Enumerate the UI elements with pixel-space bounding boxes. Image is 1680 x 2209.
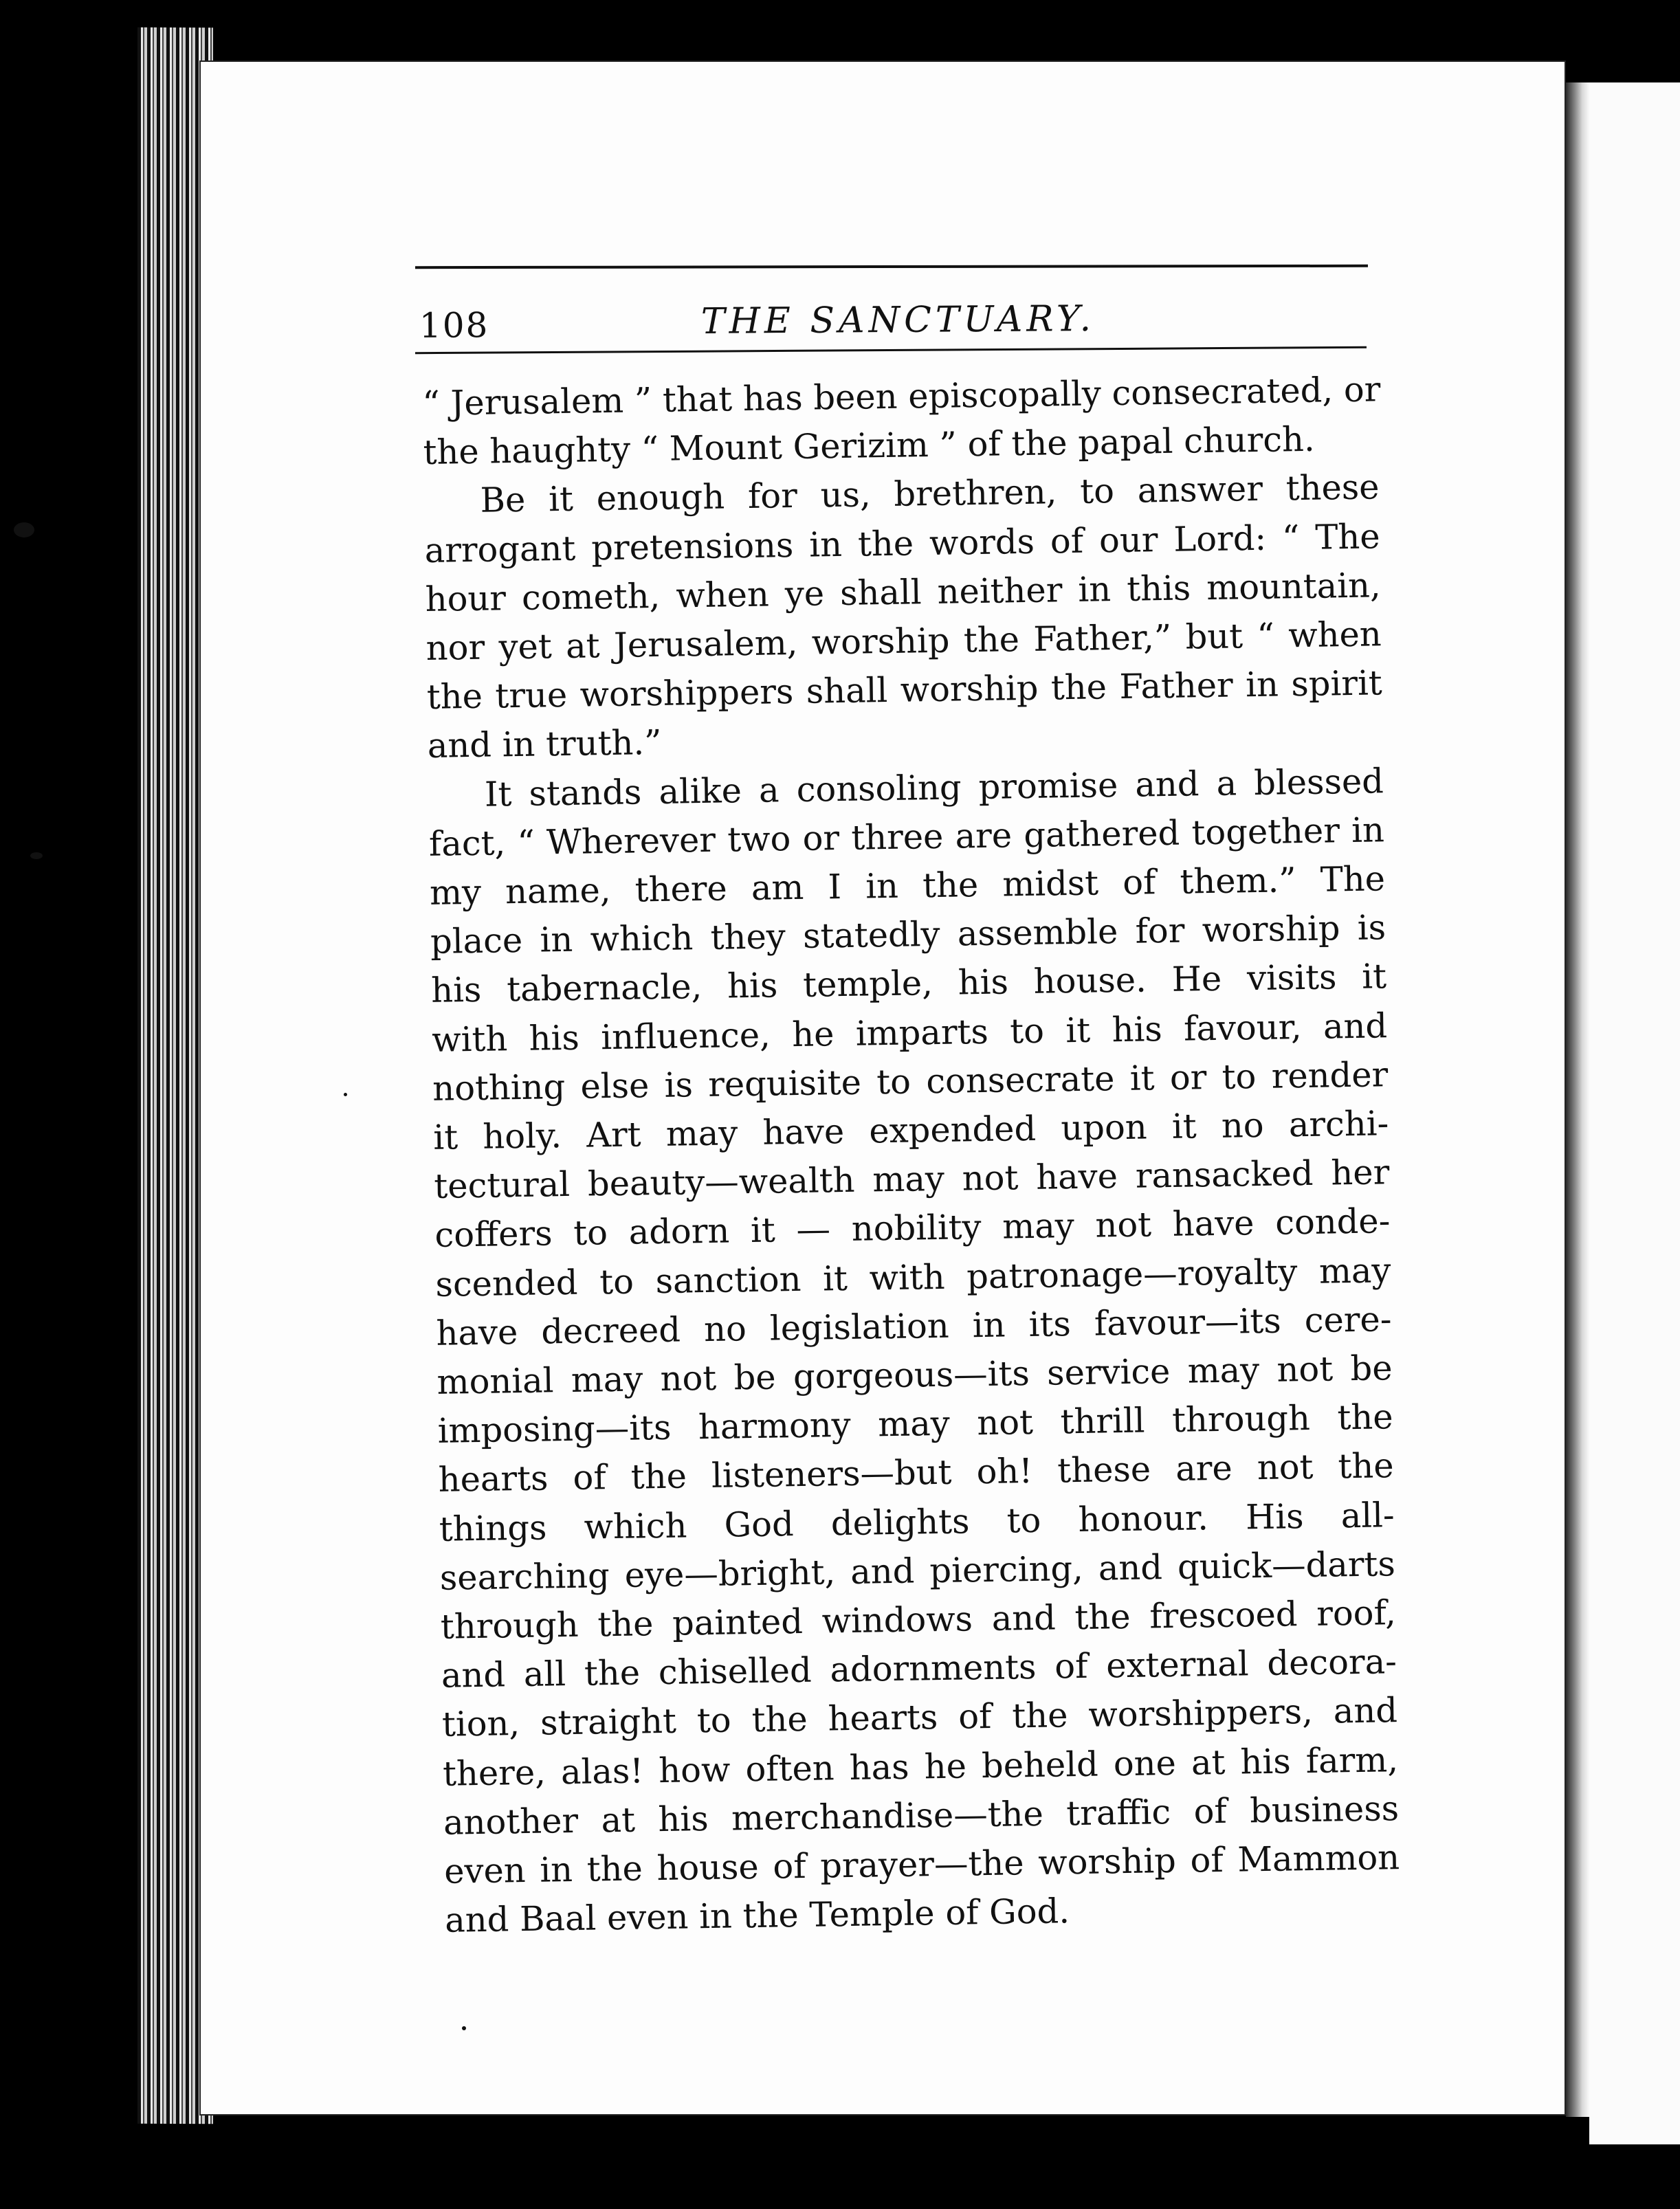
text-line: there, alas! how often has he beheld one at his farm, [442,1739,1399,1794]
body-text [422,365,1401,1945]
running-head [419,299,1369,361]
text-line: the true worshippers shall worship the Father in spirit [426,663,1383,718]
text-line: tectural beauty—wealth may not have ransacked her [433,1152,1390,1207]
text-line: and in truth.” [427,722,662,766]
text-line: monial may not be gorgeous—its service may not be [436,1348,1393,1402]
text-line: things which God delights to honour. His all- [439,1494,1395,1549]
ink-speck [30,852,43,859]
ink-speck [344,1093,347,1096]
text-line: hearts of the listeners—but oh! these are not the [438,1445,1395,1500]
text-line: his tabernacle, his temple, his house. He visits it [430,956,1387,1011]
page-number: 108 [419,305,489,346]
text-line: scended to sanction it with patronage—royalty may [435,1250,1391,1305]
text-line: through the painted windows and the frescoed roof, [440,1592,1397,1647]
text-line: with his influence, he imparts to it his favour, and [431,1005,1388,1060]
text-line: hour cometh, when ye shall neither in this mountain, [425,565,1382,619]
text-line: imposing—its harmony may not thrill through the [437,1397,1393,1452]
running-title: THE SANCTUARY. [700,298,1096,342]
text-line: searching eye—bright, and piercing, and quick—darts [439,1544,1396,1598]
text-line: the haughty “ Mount Gerizim ” of the papal church. [423,419,1316,473]
text-line: place in which they statedly assemble for worship is [430,907,1386,962]
text-line: coffers to adorn it — nobility may not have conde- [434,1201,1391,1256]
text-line: my name, there am I in the midst of them.” The [429,858,1386,913]
text-line: fact, “ Wherever two or three are gathered together in [428,810,1385,864]
text-line: nor yet at Jerusalem, worship the Father,” but “ when [425,614,1382,668]
text-line: and all the chiselled adornments of external decora- [441,1641,1397,1696]
text-line: even in the house of prayer—the worship of Mammon [443,1837,1400,1891]
text-line: nothing else is requisite to consecrate it or to render [432,1054,1389,1109]
ink-speck [14,522,34,537]
text-line: “ Jerusalem ” that has been episcopally consecrated, or [422,369,1381,423]
facing-page-edge [1589,82,1680,2144]
text-line: have decreed no legislation in its favour—its cere- [436,1299,1392,1353]
text-line: Be it enough for us, brethren, to answer these [480,467,1380,521]
text-line: it holy. Art may have expended upon it no archi- [432,1103,1389,1157]
page-gutter [1566,82,1589,2117]
text-line: arrogant pretensions in the words of our Lord: “ The [424,515,1380,570]
text-line: It stands alike a consoling promise and a blessed [484,760,1384,814]
ink-speck [462,2026,466,2030]
text-line: and Baal even in the Temple of God. [444,1891,1070,1941]
text-line: another at his merchandise—the traffic of business [443,1788,1400,1843]
text-line: tion, straight to the hearts of the worshippers, and [441,1690,1398,1745]
